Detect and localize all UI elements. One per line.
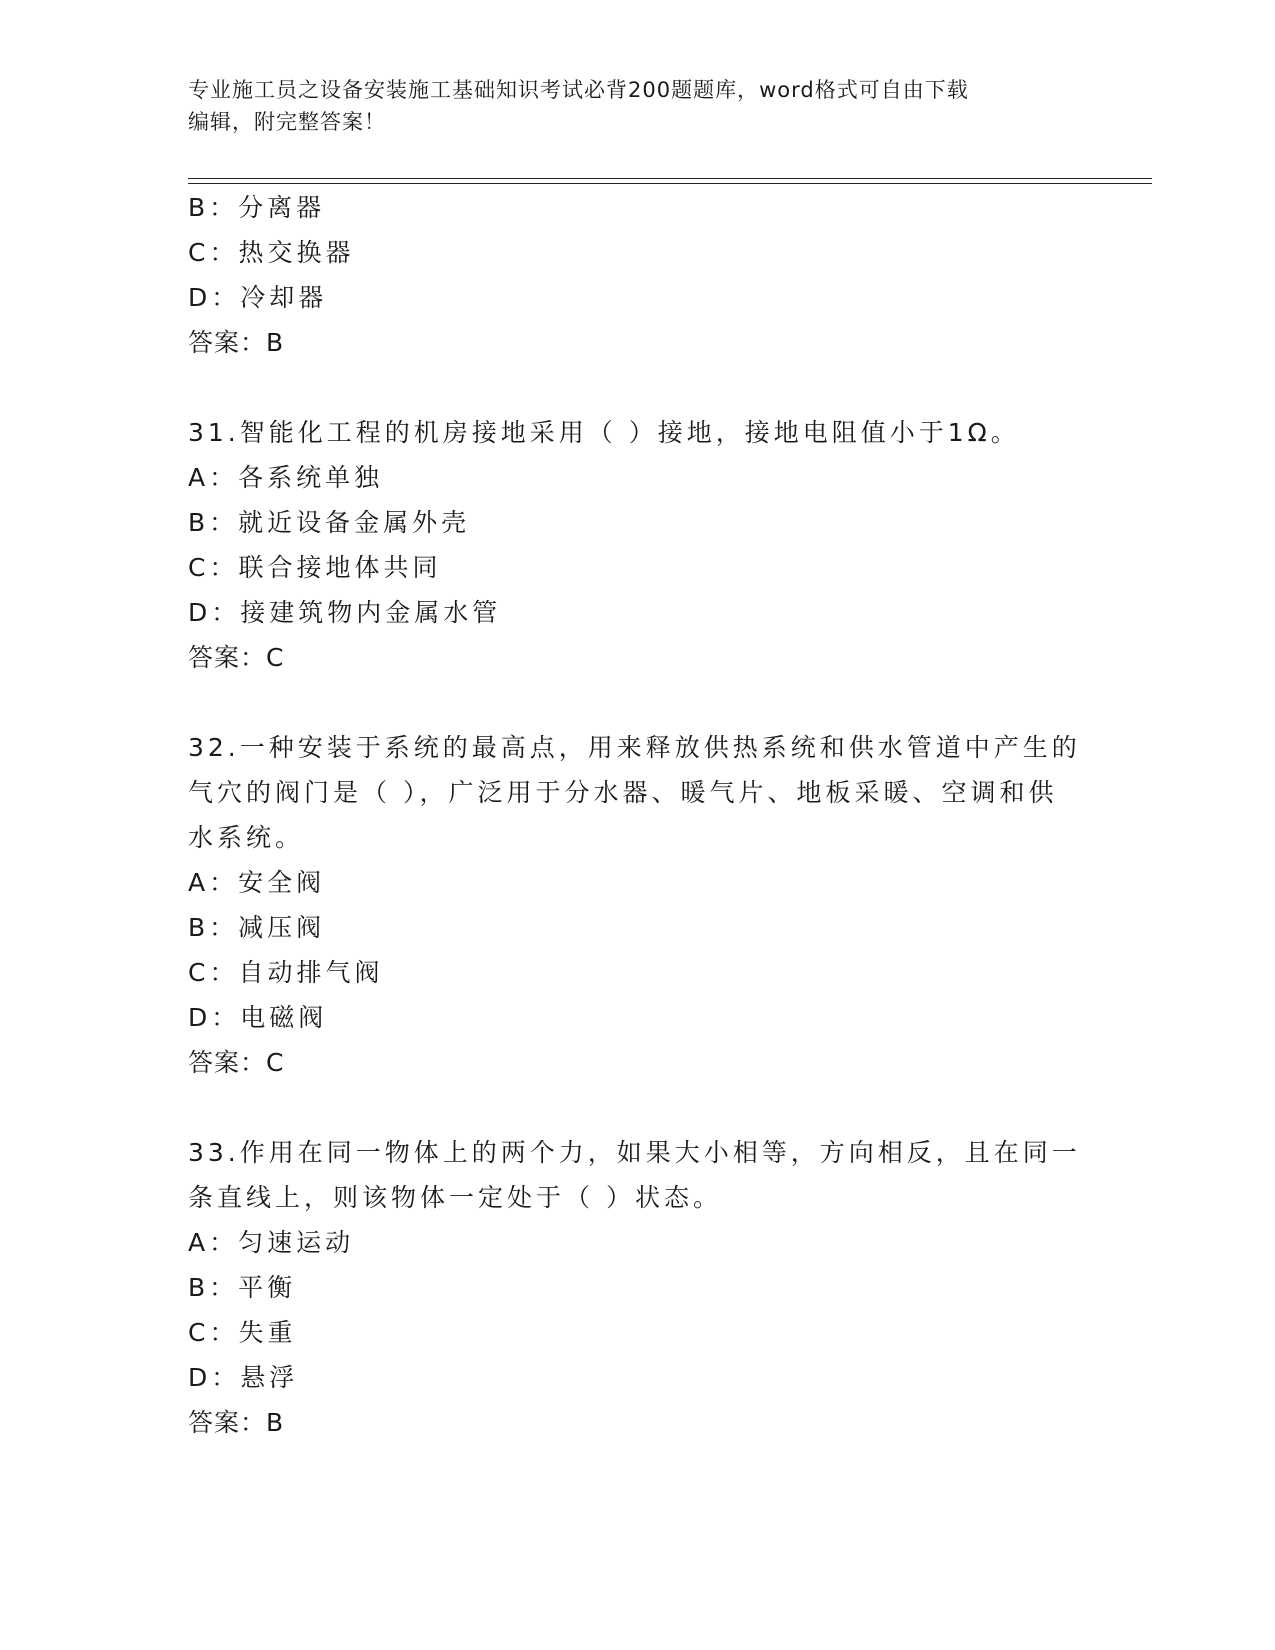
answer: 答案：C [188,643,285,672]
header-divider-bottom [188,183,1152,184]
answer: 答案：C [188,1048,285,1077]
answer: 答案：B [188,1408,285,1437]
question-32-text-line-2: 气穴的阀门是（ ），广泛用于分水器、暖气片、地板采暖、空调和供 [188,778,1058,807]
option-d: D：冷却器 [188,283,328,312]
question-32-text-line-3: 水系统。 [188,823,305,852]
option-c: C：自动排气阀 [188,958,384,987]
option-b: B：平衡 [188,1273,297,1302]
option-c: C：热交换器 [188,238,355,267]
question-32-text-line-1: 32.一种安装于系统的最高点，用来释放供热系统和供水管道中产生的 [188,733,1081,762]
option-d: D：接建筑物内金属水管 [188,598,502,627]
answer: 答案：B [188,328,285,357]
question-31-text: 31.智能化工程的机房接地采用（ ）接地，接地电阻值小于1Ω。 [188,418,1020,447]
option-c: C：失重 [188,1318,297,1347]
question-33-text-line-2: 条直线上，则该物体一定处于（ ）状态。 [188,1183,722,1212]
header-line-1: 专业施工员之设备安装施工基础知识考试必背200题题库，word格式可自由下载 [188,78,969,102]
option-a: A：各系统单独 [188,463,384,492]
option-a: A：安全阀 [188,868,326,897]
document-header [188,74,1068,138]
header-line-2: 编辑，附完整答案！ [188,110,386,134]
option-c: C：联合接地体共同 [188,553,442,582]
option-b: B：分离器 [188,193,326,222]
option-d: D：悬浮 [188,1363,299,1392]
option-b: B：就近设备金属外壳 [188,508,471,537]
option-b: B：减压阀 [188,913,326,942]
header-divider-top [188,178,1152,179]
option-d: D：电磁阀 [188,1003,328,1032]
question-33-text-line-1: 33.作用在同一物体上的两个力，如果大小相等，方向相反，且在同一 [188,1138,1081,1167]
option-a: A：匀速运动 [188,1228,355,1257]
